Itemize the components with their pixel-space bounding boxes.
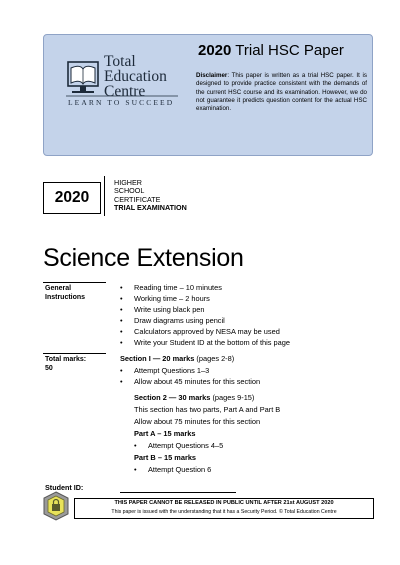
section2-heading-bold: Section 2 — 30 marks	[134, 393, 211, 402]
logo-line-3: Centre	[104, 83, 146, 100]
list-item	[120, 338, 360, 348]
security-seal-icon	[40, 491, 72, 521]
list-item	[120, 316, 360, 326]
footer-release-notice: THIS PAPER CANNOT BE RELEASED IN PUBLIC UNTIL AFTER 21st AUGUST 2020	[114, 500, 334, 506]
general-instructions-label	[45, 284, 85, 302]
section2-pages: (pages 9-15)	[210, 393, 255, 402]
list-item-text: Write using black pen	[134, 305, 205, 314]
list-item-text: Working time – 2 hours	[134, 294, 210, 303]
marks-rule	[43, 353, 106, 354]
footer-security-notice: This paper is issued with the understanding that it has a Security Period. © Total Education Centre	[111, 509, 337, 515]
cert-line-3: CERTIFICATE	[114, 194, 161, 204]
bullet-icon: •	[134, 465, 137, 474]
bullet-icon: •	[120, 294, 123, 303]
list-item	[134, 441, 354, 451]
section2-line-1: This section has two parts, Part A and Part B	[134, 405, 281, 414]
list-item-text: Draw diagrams using pencil	[134, 316, 225, 325]
list-item	[120, 305, 360, 315]
bullet-icon: •	[120, 327, 123, 336]
list-item	[120, 377, 360, 387]
list-item-text: Attempt Questions 1–3	[134, 366, 210, 375]
bullet-icon: •	[120, 316, 123, 325]
list-item-text: Write your Student ID at the bottom of this page	[134, 338, 290, 347]
section1-pages: (pages 2-8)	[194, 354, 235, 363]
logo-line-2: Education	[104, 68, 167, 85]
logo-wordmark	[104, 54, 167, 99]
part-b-heading-bold: Part B – 15 marks	[134, 453, 197, 462]
list-item	[134, 465, 354, 475]
cert-line-1: HIGHER	[114, 178, 142, 187]
paper-year: 2020	[198, 42, 232, 59]
disclaimer-text: : This paper is written as a trial HSC paper. It is designed to provide practice consistent with the demands of the current HSC course and its examination. However, we do not guarantee it predicts question content for the actual HSC examination.	[196, 72, 367, 113]
paper-title-text: Trial HSC Paper	[235, 42, 344, 59]
list-item-text: Attempt Question 6	[148, 465, 212, 474]
exam-year-box: 2020	[43, 182, 101, 214]
bullet-icon: •	[134, 441, 137, 450]
bullet-icon: •	[120, 366, 123, 375]
part-a-heading-bold: Part A – 15 marks	[134, 429, 196, 438]
list-item-text: Calculators approved by NESA may be used	[134, 327, 280, 336]
student-id-label: Student ID:	[45, 483, 84, 492]
logo-tagline: LEARN TO SUCCEED	[68, 98, 175, 107]
section1-heading	[120, 354, 234, 364]
general-label-line-2: Instructions	[45, 294, 86, 301]
total-marks-label	[45, 355, 86, 373]
logo-line-1: Total	[104, 53, 136, 70]
list-item	[120, 294, 360, 304]
total-marks-line-1: Total marks:	[45, 356, 87, 363]
list-item-text: Reading time – 10 minutes	[134, 283, 222, 292]
bullet-icon: •	[120, 283, 123, 292]
bullet-icon: •	[120, 377, 123, 386]
section2-heading	[134, 393, 254, 403]
year-divider	[104, 176, 105, 216]
part-b-heading	[134, 453, 196, 463]
list-item-text: Allow about 45 minutes for this section	[134, 377, 261, 386]
paper-title	[198, 42, 344, 59]
section2-line-2: Allow about 75 minutes for this section	[134, 417, 261, 426]
list-item	[120, 283, 360, 293]
subject-title: Science Extension	[43, 244, 244, 272]
certificate-block	[114, 179, 187, 213]
bullet-icon: •	[120, 305, 123, 314]
list-item	[120, 327, 360, 337]
disclaimer-label: Disclaimer	[196, 72, 228, 79]
cert-line-2: SCHOOL	[114, 186, 145, 196]
general-rule	[43, 282, 106, 283]
disclaimer	[196, 72, 367, 113]
bullet-icon: •	[120, 338, 123, 347]
total-marks-value: 50	[45, 365, 53, 372]
part-a-heading	[134, 429, 196, 439]
section1-heading-bold: Section I — 20 marks	[120, 354, 195, 363]
list-item-text: Attempt Questions 4–5	[148, 441, 224, 450]
general-label-line-1: General	[45, 285, 72, 292]
list-item	[120, 366, 360, 376]
cert-line-4: TRIAL EXAMINATION	[114, 203, 187, 213]
student-id-field[interactable]	[120, 492, 236, 493]
